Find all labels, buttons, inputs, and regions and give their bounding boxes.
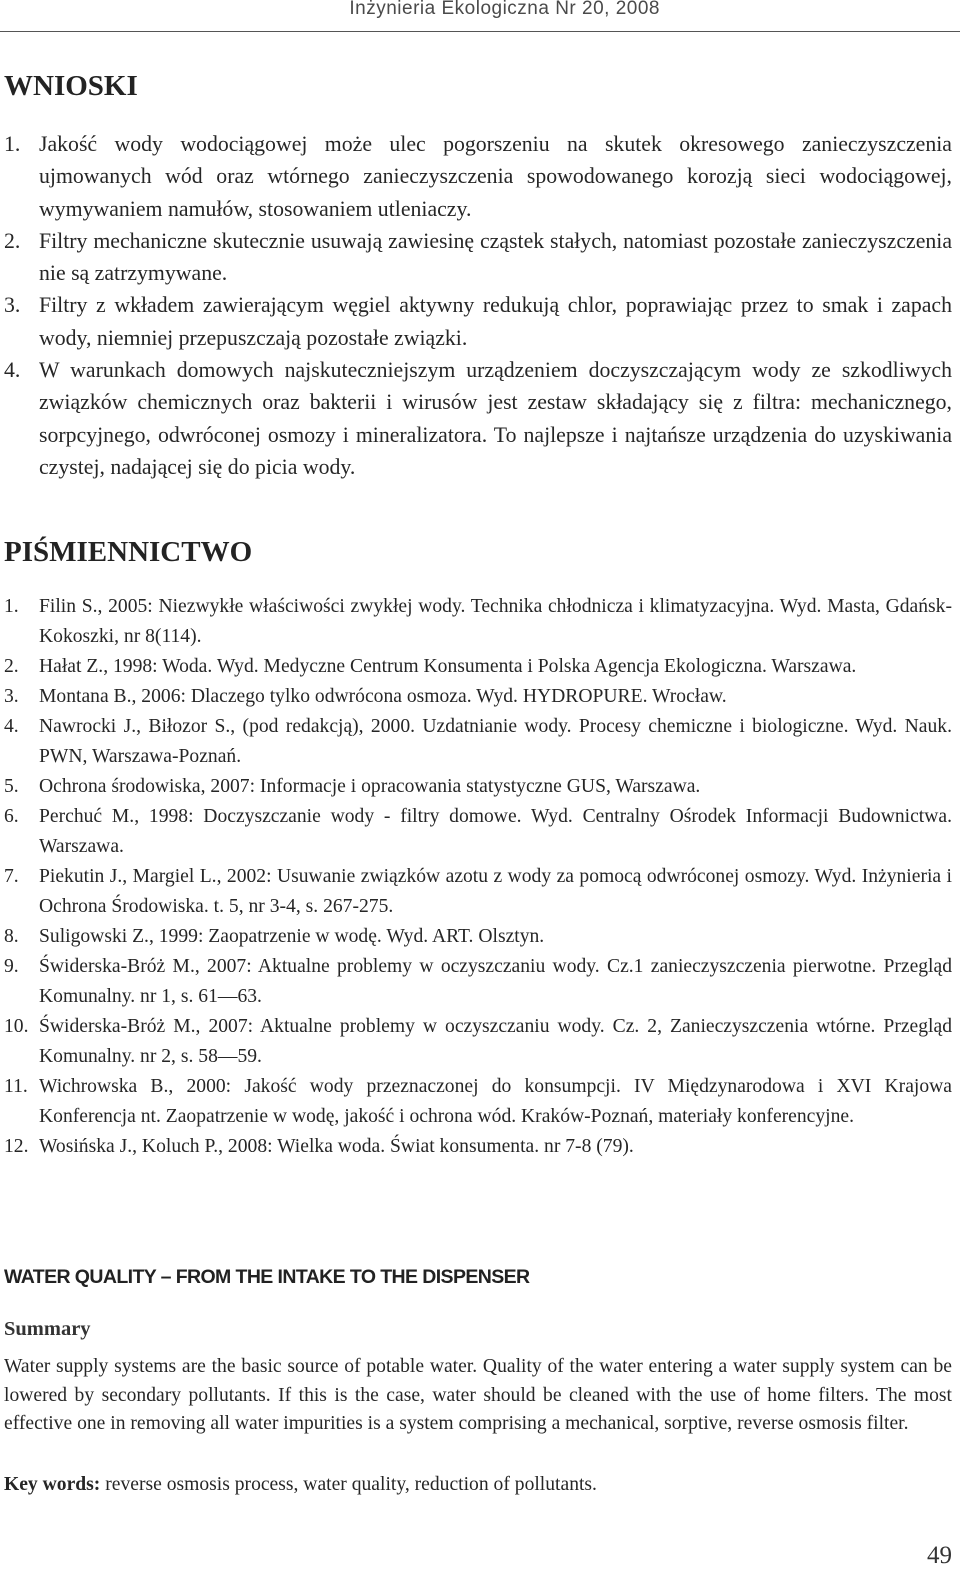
reference-text: Świderska-Bróż M., 2007: Aktualne problemy w oczyszczaniu wody. Cz.1 zanieczyszczenia pierwotne. Przegląd Komunalny. nr 1, s. 61—63. — [39, 956, 952, 1007]
page-number: 49 — [927, 1542, 952, 1569]
reference-item — [4, 772, 952, 802]
reference-text: Montana B., 2006: Dlaczego tylko odwrócona osmoza. Wyd. HYDROPURE. Wrocław. — [39, 686, 727, 707]
reference-item — [4, 652, 952, 682]
reference-text: Suligowski Z., 1999: Zaopatrzenie w wodę. Wyd. ART. Olsztyn. — [39, 926, 545, 947]
reference-number: 11. — [4, 1076, 28, 1097]
reference-number: 6. — [4, 806, 19, 827]
summary-heading: Summary — [4, 1318, 91, 1340]
keywords — [4, 1471, 952, 1499]
reference-item — [4, 1012, 952, 1072]
reference-item — [4, 862, 952, 922]
conclusion-text: Filtry mechaniczne skutecznie usuwają zawiesinę cząstek stałych, natomiast pozostałe zanieczyszczenia nie są zatrzymywane. — [39, 228, 952, 286]
reference-text: Piekutin J., Margiel L., 2002: Usuwanie związków azotu z wody za pomocą odwróconej osmozy. Wyd. Inżynieria i Ochrona Środowiska. t. 5, nr 3-4, s. 267-275. — [39, 866, 952, 917]
reference-number: 1. — [4, 596, 19, 617]
journal-title: Inżynieria Ekologiczna Nr 20, 2008 — [349, 0, 660, 19]
reference-text: Filin S., 2005: Niezwykłe właściwości zwykłej wody. Technika chłodnicza i klimatyzacyjna. Wyd. Masta, Gdańsk-Kokoszki, nr 8(114). — [39, 596, 952, 647]
conclusion-item — [4, 289, 952, 354]
reference-number: 5. — [4, 776, 19, 797]
references-heading: PIŚMIENNICTWO — [4, 536, 253, 568]
reference-item — [4, 712, 952, 772]
conclusion-number: 2. — [4, 228, 21, 253]
reference-item — [4, 1072, 952, 1132]
reference-text: Świderska-Bróż M., 2007: Aktualne problemy w oczyszczaniu wody. Cz. 2, Zanieczyszczenia wtórne. Przegląd Komunalny. nr 2, s. 58—59. — [39, 1016, 952, 1067]
reference-number: 2. — [4, 656, 19, 677]
reference-item — [4, 922, 952, 952]
conclusion-number: 4. — [4, 358, 21, 383]
conclusions-heading: WNIOSKI — [4, 70, 138, 102]
summary-text: Water supply systems are the basic source of potable water. Quality of the water entering a water supply system can be lowered by secondary pollutants. If this is the case, water should be cleaned with the use of home filters. The most effective one in removing all water impurities is a system comprising a mechanical, sorptive, reverse osmosis filter. — [4, 1356, 952, 1434]
conclusion-number: 1. — [4, 132, 21, 156]
header-rule — [0, 31, 960, 32]
reference-number: 10. — [4, 1016, 29, 1037]
conclusion-number: 3. — [4, 293, 21, 318]
keywords-label: Key words: — [4, 1474, 101, 1495]
reference-number: 9. — [4, 956, 19, 977]
reference-text: Wosińska J., Koluch P., 2008: Wielka woda. Świat konsumenta. nr 7-8 (79). — [39, 1136, 634, 1157]
reference-number: 4. — [4, 716, 19, 737]
conclusion-item — [4, 128, 952, 225]
reference-number: 3. — [4, 686, 19, 707]
reference-item — [4, 592, 952, 652]
references-list — [4, 592, 952, 1162]
conclusion-text: W warunkach domowych najskuteczniejszym urządzeniem doczyszczającym wody ze szkodliwych związków chemicznych oraz bakterii i wirusów jest zestaw składający się z filtra: mechanicznego, sorpcyjnego, odwróconej osmozy i mineralizatora. To najlepsze i najtańsze urządzenia do uzyskiwania czystej, nadającej się do picia wody. — [39, 358, 952, 479]
conclusion-item — [4, 225, 952, 290]
reference-text: Hałat Z., 1998: Woda. Wyd. Medyczne Centrum Konsumenta i Polska Agencja Ekologiczna. Warszawa. — [39, 656, 857, 677]
conclusions-list — [4, 128, 952, 483]
reference-item — [4, 802, 952, 862]
running-header — [0, 0, 660, 32]
reference-text: Ochrona środowiska, 2007: Informacje i opracowania statystyczne GUS, Warszawa. — [39, 776, 701, 797]
conclusion-text: Filtry z wkładem zawierającym węgiel aktywny redukują chlor, poprawiając przez to smak i zapach wody, niemniej przepuszczają pozostałe związki. — [39, 293, 952, 350]
english-title: WATER QUALITY – FROM THE INTAKE TO THE DISPENSER — [4, 1266, 530, 1288]
reference-number: 8. — [4, 926, 19, 947]
keywords-text: reverse osmosis process, water quality, reduction of pollutants. — [105, 1474, 597, 1495]
conclusion-item — [4, 354, 952, 483]
reference-number: 12. — [4, 1136, 29, 1157]
reference-item — [4, 682, 952, 712]
conclusion-text: Jakość wody wodociągowej może ulec pogorszeniu na skutek okresowego zanieczyszczenia ujmowanych wód oraz wtórnego zanieczyszczenia spowodowanego korozją sieci wodociągowej, wymywaniem namułów, stosowaniem utleniaczy. — [39, 132, 952, 221]
reference-text: Perchuć M., 1998: Doczyszczanie wody - filtry domowe. Wyd. Centralny Ośrodek Informacji Budownictwa. Warszawa. — [39, 806, 952, 857]
reference-item — [4, 952, 952, 1012]
reference-item — [4, 1132, 952, 1162]
reference-text: Nawrocki J., Biłozor S., (pod redakcją), 2000. Uzdatnianie wody. Procesy chemiczne i biologiczne. Wyd. Nauk. PWN, Warszawa-Poznań. — [39, 716, 952, 767]
reference-text: Wichrowska B., 2000: Jakość wody przeznaczonej do konsumpcji. IV Międzynarodowa i XVI Krajowa Konferencja nt. Zaopatrzenie w wodę, jakość i ochrona wód. Kraków-Poznań, materiały konferencyjne. — [39, 1076, 952, 1127]
reference-number: 7. — [4, 866, 19, 887]
